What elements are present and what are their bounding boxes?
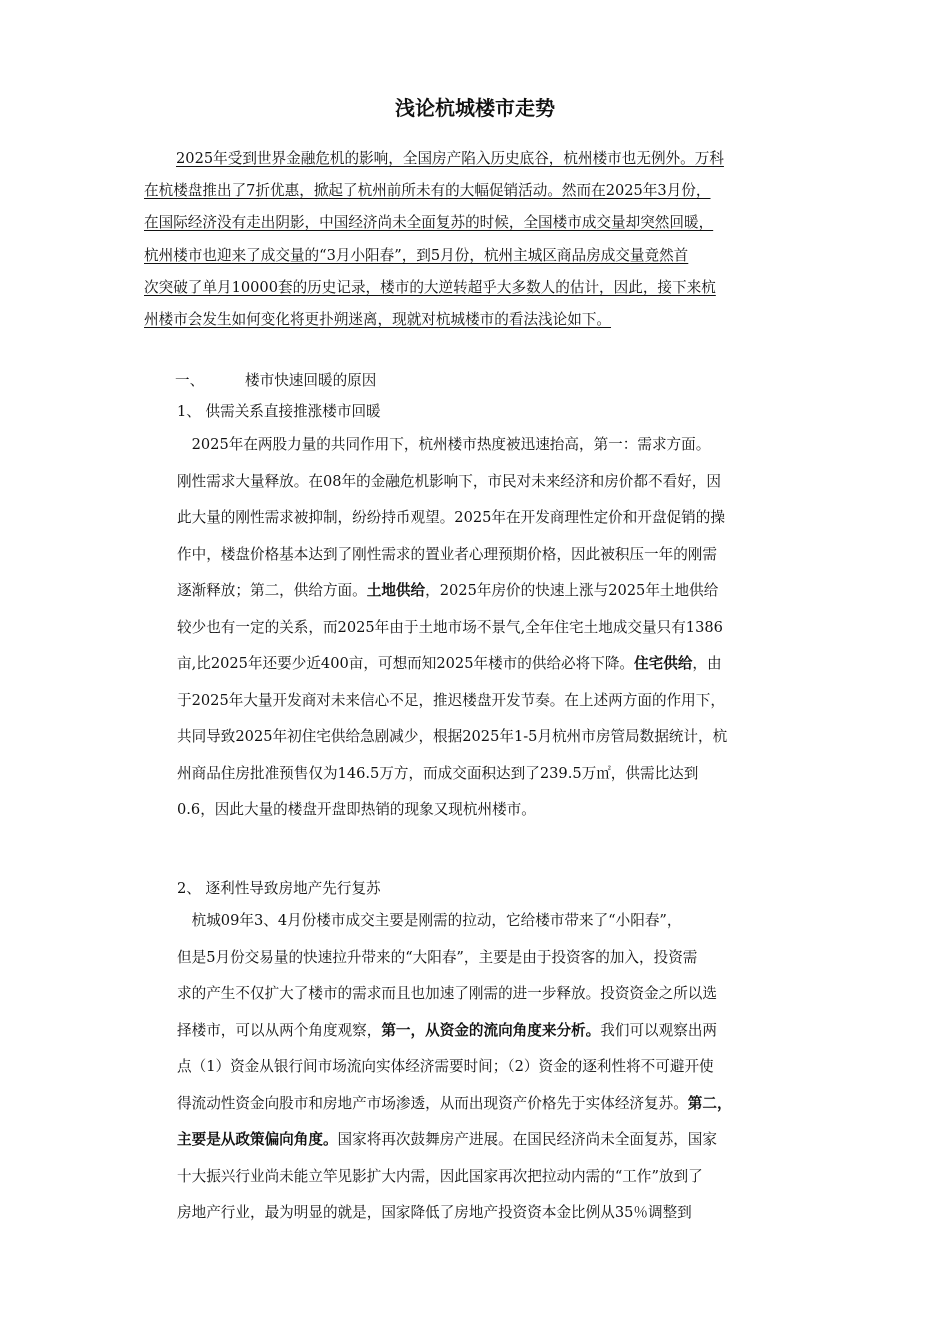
intro-line: 2025年受到世界金融危机的影响，全国房产陷入历史底谷，杭州楼市也无例外。万科 xyxy=(176,150,724,167)
text-run: 第一，从资金的流向角度来分析。 xyxy=(381,1021,601,1039)
body-line xyxy=(177,1159,807,1196)
text-run: 我们可以观察出两 xyxy=(600,1021,718,1039)
subsection-heading-2: 2、 逐利性导致房地产先行复苏 xyxy=(177,880,381,897)
text-run: 十大振兴行业尚未能立竿见影扩大内需，因此国家再次把拉动内需的“工作”放到了 xyxy=(177,1167,703,1185)
body-line xyxy=(177,976,807,1013)
text-run: 住宅供给 xyxy=(634,655,693,672)
text-run: 州商品住房批准预售仅为146.5万方，而成交面积达到了239.5万㎡，供需比达到 xyxy=(177,764,699,782)
section-heading: 楼市快速回暖的原因 xyxy=(245,372,377,389)
text-run: 较少也有一定的关系，而2025年由于土地市场不景气,全年住宅土地成交量只有1386 xyxy=(177,618,723,636)
intro-paragraph xyxy=(144,143,806,336)
text-run: 主要是从政策偏向角度。 xyxy=(177,1131,338,1148)
body-line xyxy=(177,464,807,501)
body-line xyxy=(177,903,807,940)
text-run: 求的产生不仅扩大了楼市的需求而且也加速了刚需的进一步释放。投资资金之所以选 xyxy=(177,985,717,1002)
text-run: 于2025年大量开发商对未来信心不足，推迟楼盘开发节奏。在上述两方面的作用下， xyxy=(177,691,725,709)
text-run: 逐渐释放；第二，供给方面。 xyxy=(177,582,367,599)
body-line xyxy=(177,683,807,720)
section-number: 一、 xyxy=(175,372,205,389)
body-line xyxy=(177,1086,807,1123)
subsection-2-body xyxy=(177,903,807,1232)
body-line xyxy=(177,610,807,647)
body-line xyxy=(177,719,807,756)
body-line xyxy=(177,537,807,574)
text-run: 但是5月份交易量的快速拉升带来的“大阳春”，主要是由于投资客的加入，投资需 xyxy=(177,948,698,966)
body-line xyxy=(177,1195,807,1232)
text-run: 刚性需求大量释放。在08年的金融危机影响下，市民对未来经济和房价都不看好，因 xyxy=(177,472,721,490)
text-run: 0.6，因此大量的楼盘开盘即热销的现象又现杭州楼市。 xyxy=(177,801,536,818)
body-line xyxy=(177,573,807,610)
text-run: 杭城09年3、4月份楼市成交主要是刚需的拉动，它给楼市带来了“小阳春”， xyxy=(177,912,682,929)
body-line xyxy=(177,500,807,537)
body-line xyxy=(177,1013,807,1050)
text-run: 点（1）资金从银行间市场流向实体经济需要时间；（2）资金的逐利性将不可避开使 xyxy=(177,1058,714,1075)
text-run: 2025年在两股力量的共同作用下，杭州楼市热度被迅速抬高，第一：需求方面。 xyxy=(177,436,711,453)
subsection-1-body xyxy=(177,427,807,829)
intro-line: 杭州楼市也迎来了成交量的“3月小阳春”，到5月份，杭州主城区商品房成交量竟然首 xyxy=(144,246,689,264)
text-run: ，2025年房价的快速上涨与2025年土地供给 xyxy=(425,582,719,599)
text-run: 得流动性资金向股市和房地产市场渗透，从而出现资产价格先于实体经济复苏。 xyxy=(177,1094,688,1112)
text-run: 此大量的刚性需求被抑制，纷纷持币观望。2025年在开发商理性定价和开盘促销的操 xyxy=(177,509,725,526)
page-title: 浅论杭城楼市走势 xyxy=(395,96,555,120)
text-run: 亩,比2025年还要少近400亩，可想而知2025年楼市的供给必将下降。 xyxy=(177,655,635,672)
body-line xyxy=(177,756,807,793)
body-line xyxy=(177,940,807,977)
intro-line: 在国际经济没有走出阴影，中国经济尚未全面复苏的时候，全国楼市成交量却突然回暖， xyxy=(144,214,714,232)
body-line xyxy=(177,646,807,683)
text-run: 作中，楼盘价格基本达到了刚性需求的置业者心理预期价格，因此被积压一年的刚需 xyxy=(177,545,717,563)
body-line xyxy=(177,792,807,829)
text-run: 共同导致2025年初住宅供给急剧减少，根据2025年1-5月杭州市房管局数据统计，杭 xyxy=(177,728,728,745)
body-line xyxy=(177,427,807,464)
body-line xyxy=(177,1122,807,1159)
text-run: 国家将再次鼓舞房产进展。在国民经济尚未全面复苏，国家 xyxy=(337,1131,717,1148)
text-run: 房地产行业，最为明显的就是，国家降低了房地产投资资本金比例从35％调整到 xyxy=(177,1204,692,1221)
text-run: 土地供给 xyxy=(366,582,426,599)
text-run: ，由 xyxy=(692,655,722,672)
intro-line: 在杭楼盘推出了7折优惠，掀起了杭州前所未有的大幅促销活动。然而在2025年3月份， xyxy=(144,182,711,200)
text-run: 择楼市，可以从两个角度观察， xyxy=(177,1021,382,1039)
body-line xyxy=(177,1049,807,1086)
intro-line: 州楼市会发生如何变化将更扑朔迷离，现就对杭城楼市的看法浅论如下。 xyxy=(144,311,612,329)
subsection-heading-1: 1、 供需关系直接推涨楼市回暖 xyxy=(177,403,381,420)
text-run: 第二， xyxy=(687,1094,732,1112)
intro-line: 次突破了单月10000套的历史记录，楼市的大逆转超乎大多数人的估计，因此，接下来杭 xyxy=(144,278,716,296)
